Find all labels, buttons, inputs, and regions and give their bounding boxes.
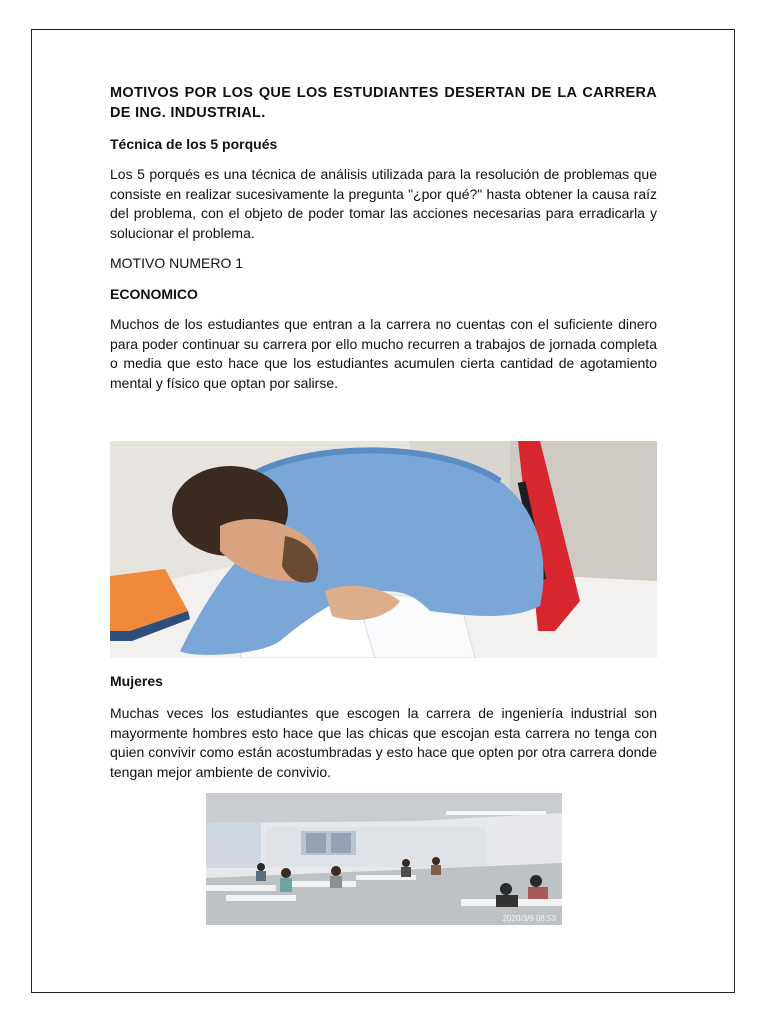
photo-timestamp: 2020/3/9 08:53 xyxy=(502,914,556,923)
document-title: MOTIVOS POR LOS QUE LOS ESTUDIANTES DESERTAN DE LA CARRERA DE ING. INDUSTRIAL. xyxy=(110,85,657,121)
technique-heading: Técnica de los 5 porqués xyxy=(110,136,278,152)
document-page xyxy=(31,29,735,993)
motive-label: MOTIVO NUMERO 1 xyxy=(110,255,244,271)
document-body-2 xyxy=(110,672,657,782)
women-heading: Mujeres xyxy=(110,673,163,689)
women-paragraph: Muchas veces los estudiantes que escogen la carrera de ingeniería industrial son mayormente hombres esto hace que las chicas que escojan esta carrera no tenga con quien convivir como están acostumbradas y esto hace que opten por otra carrera donde tengan mejor ambiente de convivio. xyxy=(110,705,657,780)
document-body xyxy=(110,83,657,393)
economic-paragraph: Muchos de los estudiantes que entran a la carrera no cuentas con el suficiente dinero para poder continuar su carrera por ello mucho recurren a trabajos de jornada completa o media que esto hace que los estudiantes acumulen cierta cantidad de agotamiento mental y físico que optan por salirse. xyxy=(110,316,657,391)
sleeping-student-image xyxy=(110,441,657,658)
technique-paragraph: Los 5 porqués es una técnica de análisis utilizada para la resolución de problemas que consiste en realizar sucesivamente la pregunta "¿por qué?" hasta obtener la causa raíz del problema, con el objeto de poder tomar las acciones necesarias para erradicarla y solucionar el problema. xyxy=(110,166,657,241)
classroom-image xyxy=(206,793,562,925)
economic-heading: ECONOMICO xyxy=(110,286,198,302)
